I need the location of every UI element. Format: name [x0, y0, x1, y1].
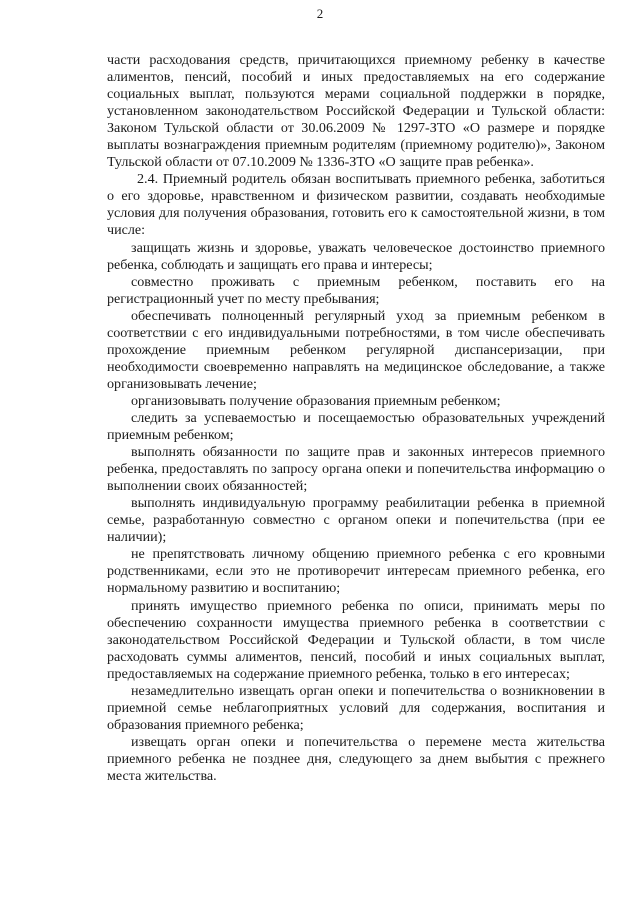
list-item: выполнять индивидуальную программу реабилитации ребенка в приемной семье, разработанную совместно с органом опеки и попечительства (при ее наличии);: [107, 495, 605, 546]
list-item: защищать жизнь и здоровье, уважать человеческое достоинство приемного ребенка, соблюдать и защищать его права и интересы;: [107, 239, 605, 273]
list-item: выполнять обязанности по защите прав и законных интересов приемного ребенка, предоставлять по запросу органа опеки и попечительства информацию о выполнении своих обязанностей;: [107, 444, 605, 495]
list-item: следить за успеваемостью и посещаемостью образовательных учреждений приемным ребенком;: [107, 409, 605, 444]
list-item: принять имущество приемного ребенка по описи, принимать меры по обеспечению сохранности имущества приемного ребенка в соответствии с законодательством Российской Федерации и Тульской области, в том числе расходовать суммы алиментов, пенсий, пособий и иных социальных выплат, предоставляемых на содержание приемного ребенка, только в его интересах;: [107, 597, 605, 682]
paragraph-section-2-4: 2.4. Приемный родитель обязан воспитывать приемного ребенка, заботиться о его здоровье, нравственном и физическом развитии, создавать необходимые условия для получения образования, готовить его к самостоятельной жизни, в том числе:: [107, 171, 605, 239]
list-item: совместно проживать с приемным ребенком, поставить его на регистрационный учет по месту пребывания;: [107, 273, 605, 307]
list-item: не препятствовать личному общению приемного ребенка с его кровными родственниками, если это не противоречит интересам приемного ребенка, его нормальному развитию и воспитанию;: [107, 546, 605, 597]
document-body: [107, 52, 605, 785]
list-item: извещать орган опеки и попечительства о перемене места жительства приемного ребенка не позднее дня, следующего за днем выбытия с прежнего места жительства.: [107, 733, 605, 784]
list-item: незамедлительно извещать орган опеки и попечительства о возникновении в приемной семье неблагоприятных условий для содержания, воспитания и образования приемного ребенка;: [107, 682, 605, 733]
list-item: организовывать получение образования приемным ребенком;: [131, 392, 501, 409]
paragraph-continuation: части расходования средств, причитающихся приемному ребенку в качестве алиментов, пенсий, пособий и иных предоставляемых на его содержание социальных выплат, пользуются мерами социальной поддержки в порядке, установленном законодательством Российской Федерации и Тульской области: Законом Тульской области от 30.06.2009 № 1297-ЗТО «О размере и порядке выплаты вознаграждения приемным родителям (приемному родителю)», Законом Тульской области от 07.10.2009 № 1336-ЗТО «О защите прав ребенка».: [107, 52, 605, 171]
page-number: 2: [316, 6, 324, 21]
list-item: обеспечивать полноценный регулярный уход за приемным ребенком в соответствии с его индивидуальными потребностями, в том числе обеспечивать прохождение приемным ребенком регулярной диспансеризации, при необходимости своевременно направлять на медицинское обследование, а также организовывать лечение;: [107, 307, 605, 392]
